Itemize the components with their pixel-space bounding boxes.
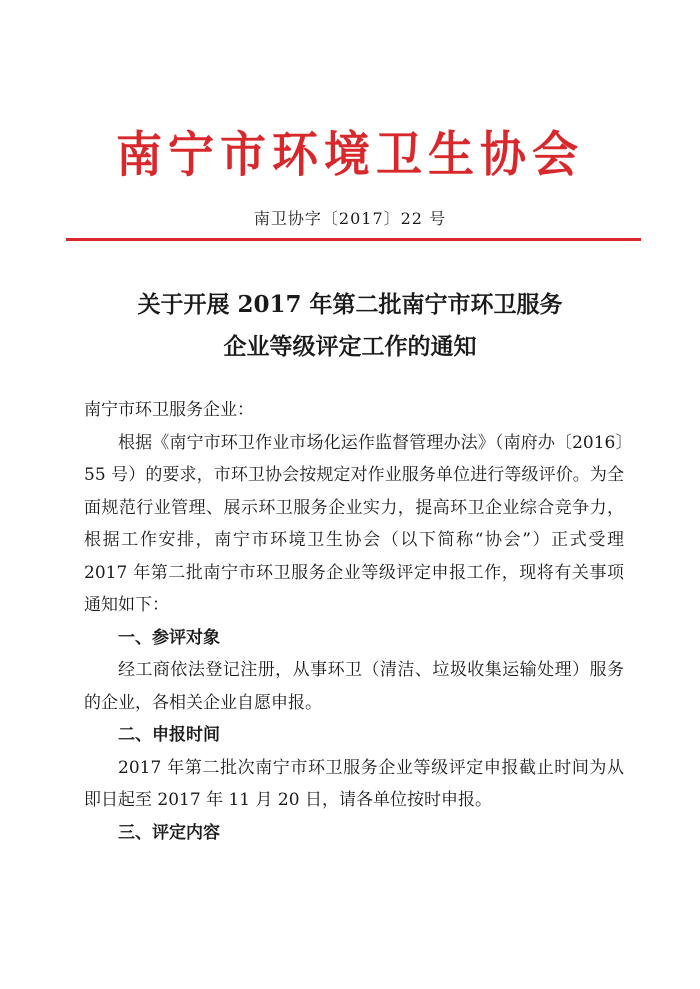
- notice-title-line2: 企业等级评定工作的通知: [223, 333, 477, 360]
- notice-body: [84, 394, 624, 849]
- paragraph-time: 2017 年第二批次南宁市环卫服务企业等级评定申报截止时间为从即日起至 2017 年 11 月 20 日，请各单位按时申报。: [84, 757, 624, 810]
- paragraph-intro: 根据《南宁市环卫作业市场化运作监督管理办法》（南府办〔2016〕55 号）的要求，市环卫协会按规定对作业服务单位进行等级评价。为全面规范行业管理、展示环卫服务企业实力，提高环卫企业综合竞争力，根据工作安排，南宁市环境卫生协会（以下简称“协会”）正式受理 2017 年第二批南宁市环卫服务企业等级评定申报工作，现将有关事项通知如下：: [84, 432, 624, 615]
- letterhead-divider: [66, 238, 641, 241]
- notice-title-line1: 关于开展 2017 年第二批南宁市环卫服务: [137, 291, 563, 318]
- organization-letterhead: 南宁市环境卫生协会: [116, 125, 584, 183]
- section-heading-time: 二、申报时间: [118, 725, 220, 745]
- section-heading-participants: 一、参评对象: [118, 627, 220, 648]
- section-heading-content: 三、评定内容: [118, 822, 220, 843]
- greeting: 南宁市环卫服务企业：: [84, 400, 254, 420]
- document-number: 南卫协字〔2017〕22 号: [253, 209, 447, 228]
- notice-title: [0, 284, 700, 368]
- paragraph-participants: 经工商依法登记注册，从事环卫（清洁、垃圾收集运输处理）服务的企业，各相关企业自愿申报。: [84, 660, 624, 713]
